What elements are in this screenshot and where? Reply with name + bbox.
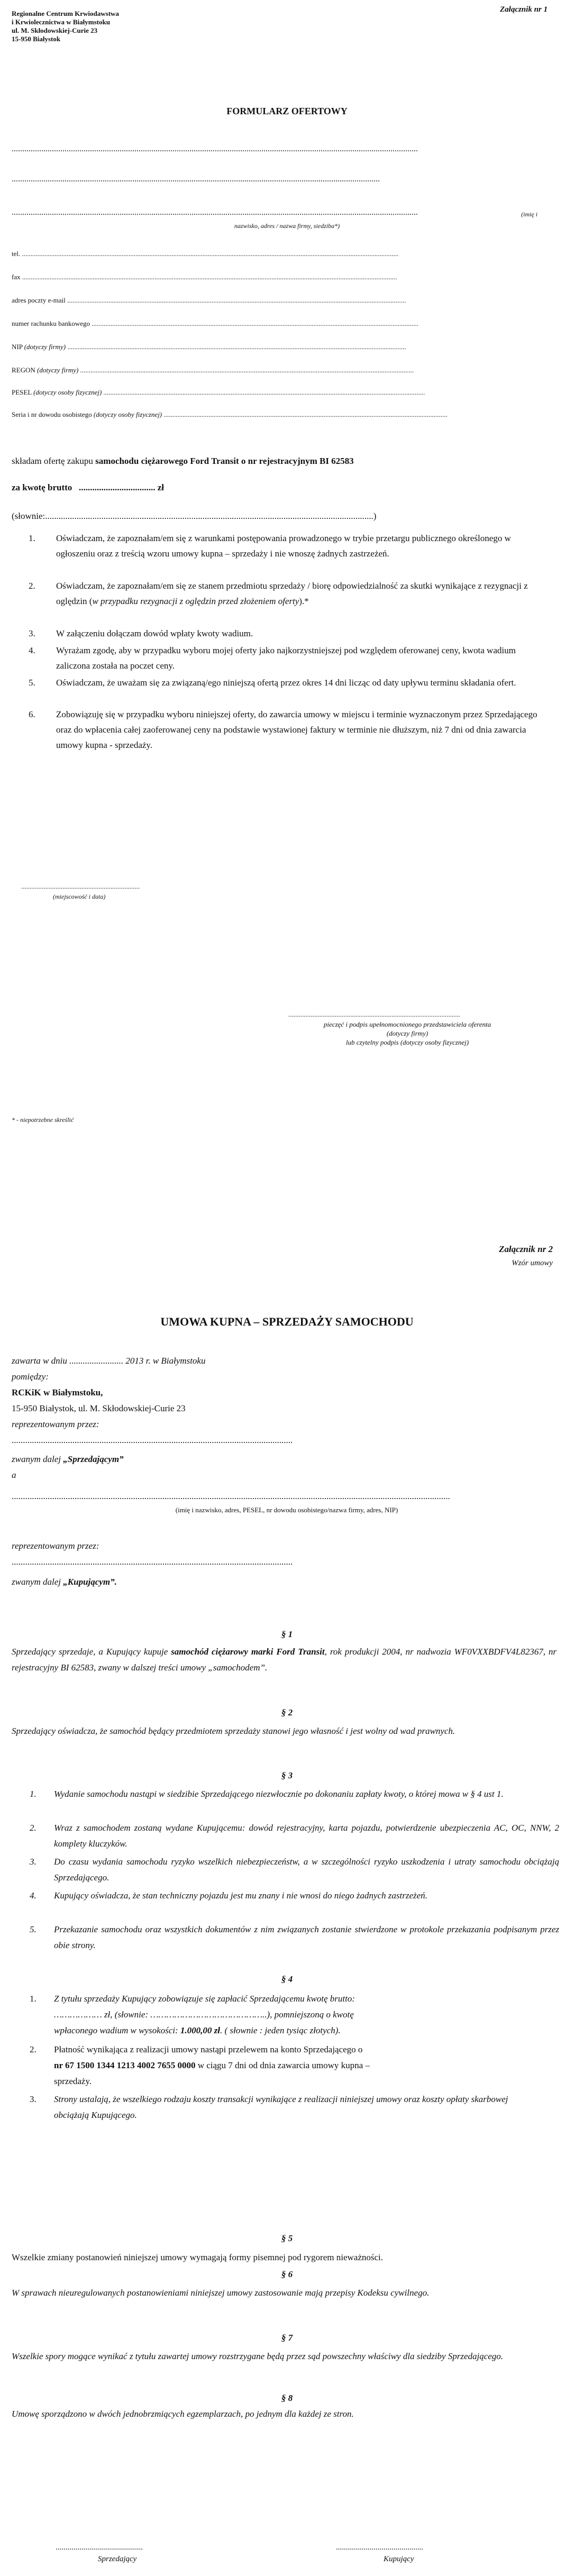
gross-amount: za kwotę brutto .................................. zł (12, 482, 165, 492)
field-id-card[interactable]: Seria i nr dowodu osobistego (dotyczy osoby fizycznej) ..................................................................................................................................................................... (12, 410, 448, 418)
section-8-title: § 8 (281, 2393, 293, 2403)
org-line: i Krwiolecznictwa w Białymstoku (12, 18, 110, 26)
contract-title: UMOWA KUPNA – SPRZEDAŻY SAMOCHODU (160, 1315, 414, 1328)
buyer-designation: zwanym dalej „Kupującym”. (12, 1577, 117, 1587)
section-1-text: Sprzedający sprzedaje, a Kupujący kupuje samochód ciężarowy marki Ford Transit, rok produkcji 2004, nr nadwozia WF0VXXBDFV4L82367, nr rejestracyjny BI 62583, zwany w dalszej treści umowy „samochodem”. (12, 1647, 557, 1673)
seller-representative-field[interactable]: ............................................................................................................................. (12, 1435, 293, 1445)
field-bank-account[interactable]: numer rachunku bankowego .............................................................................................................................................................................................. (12, 319, 418, 327)
section-5-title: § 5 (281, 2233, 293, 2243)
buyer-details-field[interactable]: ................................................................................................................................................................................................... (12, 1491, 450, 1501)
org-line: ul. M. Skłodowskiej-Curie 23 (12, 26, 98, 34)
section-7-text: Wszelkie spory mogące wynikać z tytułu zawartej umowy rozstrzygane będą przez sąd powszechny właściwy dla siedziby Sprzedającego. (12, 2351, 504, 2361)
seller-designation: zwanym dalej „Sprzedającym” (12, 1454, 124, 1464)
field-pesel[interactable]: PESEL (dotyczy osoby fizycznej) ........................................................................................................................................................................................... (12, 388, 425, 396)
field-nip[interactable]: NIP (dotyczy firmy) ..................................................................................................................................................................................................... (12, 343, 406, 351)
name-suffix: (imię i (521, 211, 537, 218)
section-2-title: § 2 (281, 1707, 293, 1718)
buyer-representative-field[interactable]: ............................................................................................................................. (12, 1557, 293, 1567)
buyer-signature-field[interactable]: ............................................ (336, 2543, 423, 2552)
contract-parties (12, 1353, 562, 1590)
seller-signature-field[interactable]: ............................................ (56, 2543, 143, 2552)
attachment-1-label: Załącznik nr 1 (499, 5, 548, 14)
amount-in-words[interactable]: (słownie:..................................................................................................................................................) (12, 511, 377, 521)
section-5-text: Wszelkie zmiany postanowień niniejszej umowy wymagają formy pisemnej pod rygorem nieważności. (12, 2252, 383, 2262)
and-label: a (12, 1470, 16, 1480)
signature-caption (275, 1020, 540, 1047)
offer-line: składam ofertę zakupu samochodu ciężarowego Ford Transit o nr rejestracyjnym BI 62583 (12, 456, 354, 466)
between-label: pomiędzy: (12, 1372, 49, 1382)
seller-representative-label: reprezentowanym przez: (12, 1419, 99, 1429)
contract-date: zawarta w dniu ........................ 2013 r. w Białymstoku (12, 1356, 206, 1366)
buyer-signature-caption: Kupujący (384, 2555, 414, 2563)
offeror-line-3[interactable]: ................................................................................................................................................................................................ (12, 208, 418, 217)
footnote: * - niepotrzebne skreślić (12, 1116, 74, 1123)
field-tel[interactable]: tel. ........................................................................................................................................................................................................................... (12, 250, 399, 258)
buyer-details-caption: (imię i nazwisko, adres, PESEL, nr dowodu osobistego/nazwa firmy, adres, NIP) (175, 1506, 398, 1514)
offeror-line-1[interactable]: ................................................................................................................................................................................................ (12, 144, 418, 153)
signature-caption-line: pieczęć i podpis upełnomocnionego przedstawiciela oferenta (323, 1020, 491, 1028)
seller-signature-caption: Sprzedający (98, 2555, 137, 2563)
field-email[interactable]: adres poczty e-mail ..................................................................................................................................................................................................... (12, 296, 406, 304)
form-title: FORMULARZ OFERTOWY (226, 106, 348, 116)
seller-name: RCKiK w Białymstoku, (12, 1387, 103, 1397)
offeror-signature-field[interactable]: .................................................................................................... (288, 1010, 460, 1018)
name-caption: nazwisko, adres / nazwa firmy, siedziba*) (234, 222, 340, 230)
section-7-title: § 7 (281, 2333, 293, 2343)
section-6-title: § 6 (281, 2269, 293, 2279)
section-1-title: § 1 (281, 1629, 293, 1639)
section-6-text: W sprawach nieuregulowanych postanowieniami niniejszej umowy zastosowanie mają przepisy Kodeksu cywilnego. (12, 2288, 430, 2298)
signature-caption-line: lub czytelny podpis (dotyczy osoby fizycznej) (345, 1038, 469, 1046)
buyer-representative-label: reprezentowanym przez: (12, 1541, 99, 1551)
field-fax[interactable]: fax .......................................................................................................................................................................................................................... (12, 273, 397, 281)
seller-address: 15-950 Białystok, ul. M. Skłodowskiej-Curie 23 (12, 1403, 186, 1413)
offeror-line-2[interactable]: .............................................................................................................................................................................. (12, 175, 380, 184)
contract-template-label: Wzór umowy (512, 1259, 553, 1267)
attachment-2-label: Załącznik nr 2 (498, 1244, 553, 1254)
place-date-caption: (miejscowość i data) (53, 893, 106, 900)
gross-amount-field[interactable]: .................................. (79, 482, 156, 492)
org-line: 15-950 Białystok (12, 35, 61, 43)
org-line: Regionalne Centrum Krwiodawstwa (12, 10, 119, 17)
section-2-text: Sprzedający oświadcza, że samochód będący przedmiotem sprzedaży stanowi jego własność i jest wolny od wad prawnych. (12, 1726, 455, 1736)
organization-header (12, 10, 119, 43)
section-8-text: Umowę sporządzono w dwóch jednobrzmiących egzemplarzach, po jednym dla każdej ze stron. (12, 2409, 354, 2419)
field-regon[interactable]: REGON (dotyczy firmy) .................................................................................................................................................................................................. (12, 366, 414, 374)
place-date-field[interactable]: ..................................................................... (21, 882, 140, 890)
section-3-title: § 3 (281, 1770, 293, 1780)
section-4-title: § 4 (281, 1974, 293, 1984)
signature-caption-line: (dotyczy firmy) (386, 1029, 429, 1037)
